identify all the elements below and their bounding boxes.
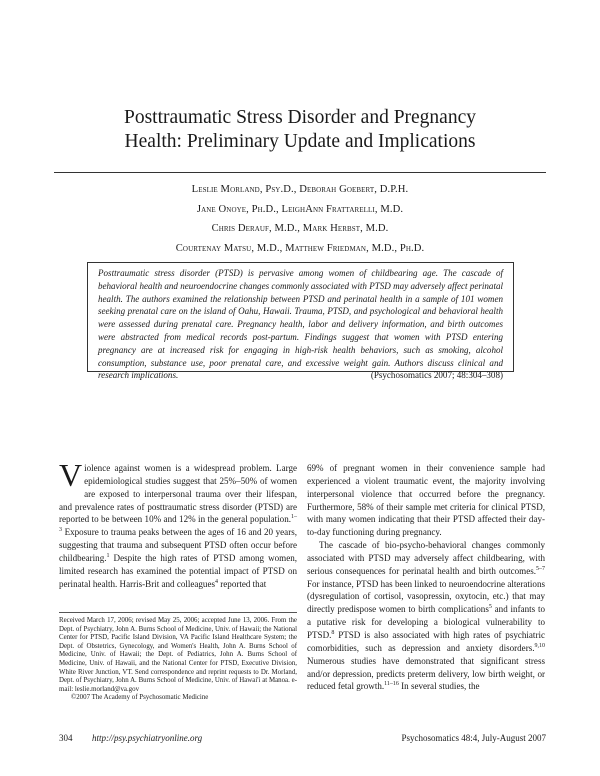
author-line-1: Leslie Morland, Psy.D., Deborah Goebert, D.P.H.	[191, 184, 409, 195]
reference-link[interactable]: 8	[331, 629, 335, 636]
drop-cap: V	[59, 457, 83, 493]
reference-link[interactable]: 5–7	[536, 565, 545, 572]
page-number: 304	[59, 733, 73, 743]
journal-url-link[interactable]: http://psy.psychiatryonline.org	[92, 733, 203, 743]
title-divider	[54, 172, 546, 173]
author-line-4: Courtenay Matsu, M.D., Matthew Friedman, M.D., Ph.D.	[175, 242, 425, 254]
abstract-box	[87, 262, 514, 381]
author-line-2: Jane Onoye, Ph.D., LeighAnn Frattarelli, M.D.	[196, 203, 404, 215]
article-footnote	[59, 612, 297, 703]
author-line-3: Chris Derauf, M.D., Mark Herbst, M.D.	[211, 223, 389, 234]
reference-link[interactable]: 4	[215, 578, 218, 585]
title-line-2: Health: Preliminary Update and Implications	[124, 131, 476, 152]
reference-link[interactable]: 5	[488, 604, 492, 611]
reference-link[interactable]: 1–3	[59, 514, 297, 534]
body-column-right	[307, 462, 545, 693]
title-line-1: Posttraumatic Stress Disorder and Pregnancy	[123, 107, 476, 128]
author-list	[60, 180, 540, 258]
body-column-left	[59, 457, 297, 590]
reference-link[interactable]: 9,10	[534, 642, 545, 649]
copyright-notice: ©2007 The Academy of Psychosomatic Medicine	[71, 694, 209, 702]
body-paragraph: 69% of pregnant women in their convenience sample had experienced a violent traumatic event, the majority involving interpersonal violence that occurred before the pregnancy. Furthermore, 58% of their sample met criteria for clinical PTSD, with many women indicating that their PTSD affected their day-to-day functioning during pregnancy.	[307, 463, 545, 538]
journal-citation: Psychosomatics 48:4, July-August 2007	[401, 733, 546, 743]
abstract-citation: (Psychosomatics 2007; 48:304–308)	[370, 370, 503, 381]
body-paragraph: The cascade of bio-psycho-behavioral changes commonly associated with PTSD may adversely affect childbearing, with serious consequences for perinatal health and birth outcomes.$^{5-7}$ For instance, PTSD has been linked to neuroendocrine alterations (dysregulation of cortisol, vasopressin, oxytocin, etc.) that may directly predispose women to birth complications$^5$ and infants to a putative risk for developing a biological vulnerability to PTSD.$^8$ PTSD is also associated with high rates of psychiatric comorbidities, such as depression and anxiety disorders.$^{9,10}$ Numerous studies have demonstrated that significant stress and/or depression, predicts preterm delivery, low birth weight, or reduced fetal growth.$^{11-16}$ In several studies, the	[307, 540, 545, 692]
abstract-text: Posttraumatic stress disorder (PTSD) is pervasive among women of childbearing age. The cascade of behavioral health and neuroendocrine changes commonly associated with PTSD may adversely affect perinatal health. The authors examined the relationship between PTSD and perinatal health in a sample of 101 women seeking prenatal care on the island of Oahu, Hawaii. Trauma, PTSD, and psychological and behavioral health were assessed during prenatal care. Pregnancy health, labor and delivery information, and birth outcomes were abstracted from medical records post-partum. Findings suggest that women with PTSD entering pregnancy are at increased risk for engaging in high-risk health behaviors, such as smoking, alcohol consumption, substance use, poor prenatal care, and excessive weight gain. Authors discuss clinical and research implications.	[98, 268, 503, 381]
reference-link[interactable]: 1	[106, 552, 110, 559]
footnote-text: Received March 17, 2006; revised May 25, 2006; accepted June 13, 2006. From the Dept. of Psychiatry, John A. Burns School of Medicine, Univ. of Hawaii; the National Center for PTSD, Pacific Island Division, VA Pacific Island Healthcare System; the Dept. of Obstetrics, Gynecology, and Women's Health, John A. Burns School of Medicine, Univ. of Hawaii; the Dept. of Pediatrics, John A. Burns School of Medicine, Univ. of Hawaii, and the National Center for PTSD, Executive Division, White River Junction, VT. Send correspondence and reprint requests to Dr. Morland, Dept. of Psychiatry, John A. Burns School of Medicine, Univ. of Hawai'i at Manoa. e-mail: leslie.morland@va.gov	[59, 617, 297, 693]
reference-link[interactable]: 11–16	[384, 681, 399, 688]
page-footer	[59, 733, 546, 747]
article-title	[60, 106, 540, 154]
intro-paragraph: Violence against women is a widespread problem. Large epidemiological studies suggest that 25%–50% of women are exposed to interpersonal trauma over their lifespan, and prevalence rates of posttraumatic stress disorder (PTSD) are reported to be between 10% and 12% in the general population.$^{1-3}$ Exposure to trauma peaks between the ages of 16 and 20 years, suggesting that trauma and subsequent PTSD often occur before childbearing.$^1$ Despite the high rates of PTSD among women, limited research has examined the potential impact of PTSD on perinatal health. Harris-Brit and colleagues$^4$ reported that	[59, 457, 297, 589]
